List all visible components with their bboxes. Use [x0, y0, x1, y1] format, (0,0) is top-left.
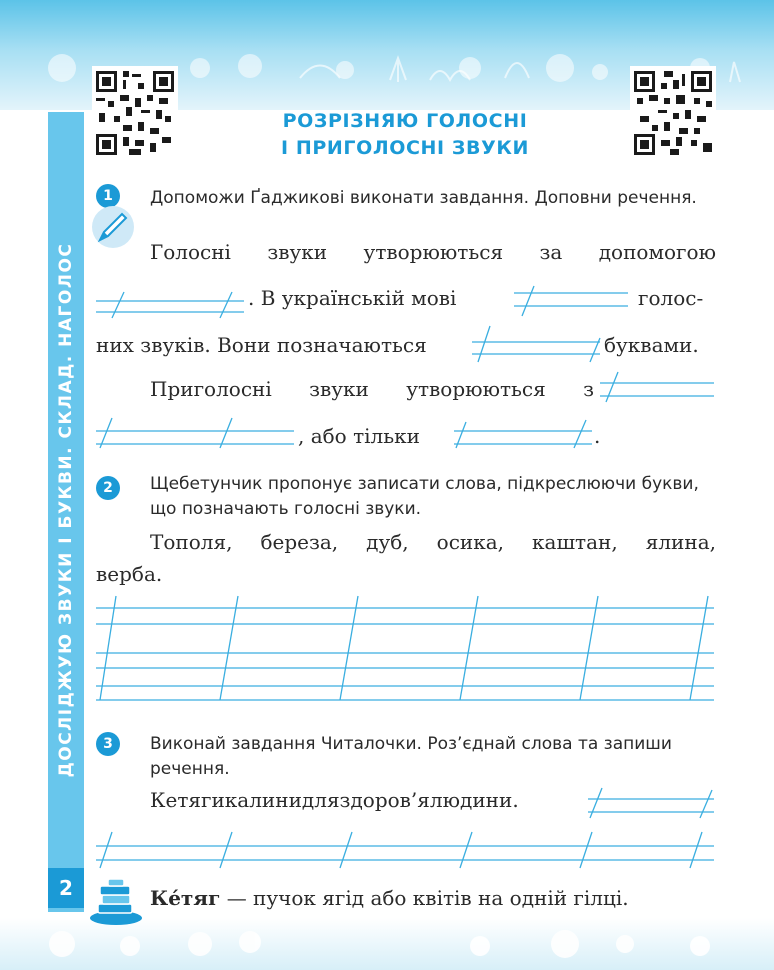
exercise-1-line-4: Приголосні звуки утворюються з: [150, 377, 594, 401]
exercise-number: 2: [96, 476, 120, 500]
pen-icon: [90, 204, 136, 250]
exercise-1-line-2a: . В українській мові: [248, 286, 457, 310]
footnote-term: Ке́тяг: [150, 886, 221, 910]
exercise-3-instruction: Виконай завдання Читалочки. Роз’єднай слова та запиши речення.: [150, 734, 672, 779]
exercise-1-line-3b: буквами.: [604, 333, 699, 357]
title-line-1: РОЗРІЗНЯЮ ГОЛОСНІ: [282, 110, 528, 132]
exercise-2-instruction: Щебетунчик пропонує записати слова, підкреслюючи букви, що позначають голосні звуки.: [150, 474, 699, 519]
exercise-1-line-5b: .: [594, 424, 601, 448]
exercise-2-words-line-1: Тополя, береза, дуб, осика, каштан, ялина,: [150, 530, 716, 554]
flower-ornament-icon: [0, 924, 774, 964]
exercise-number: 1: [96, 184, 120, 208]
qr-code-left: [92, 66, 178, 160]
exercise-2-words-line-2: верба.: [96, 562, 163, 586]
book-stack-icon: [88, 874, 144, 926]
exercise-3-sentence: Кетягикалинидляздоров’ялюдини.: [150, 788, 519, 812]
footer-ornament: [0, 924, 774, 964]
exercise-1-line-5a: , або тільки: [298, 424, 420, 448]
footnote: [150, 886, 629, 910]
footnote-definition: — пучок ягід або квітів на одній гілці.: [220, 886, 629, 910]
exercise-1-line-1: Голосні звуки утворюються за допомогою: [150, 240, 716, 264]
qr-code-icon: [96, 70, 174, 156]
exercise-1-line-3a: них звуків. Вони позначаються: [96, 333, 427, 357]
chapter-title: ДОСЛІДЖУЮ ЗВУКИ І БУКВИ. СКЛАД. НАГОЛОС: [56, 242, 76, 778]
exercise-number: 3: [96, 732, 120, 756]
exercise-1-instruction: Допоможи Ґаджикові виконати завдання. Доповни речення.: [150, 188, 697, 208]
page-title: [230, 108, 580, 162]
title-line-2: І ПРИГОЛОСНІ ЗВУКИ: [281, 137, 529, 159]
exercise-1-line-2b: голос-: [638, 286, 704, 310]
qr-code-icon: [634, 70, 712, 156]
qr-code-right: [630, 66, 716, 160]
page-number: 2: [48, 868, 84, 908]
